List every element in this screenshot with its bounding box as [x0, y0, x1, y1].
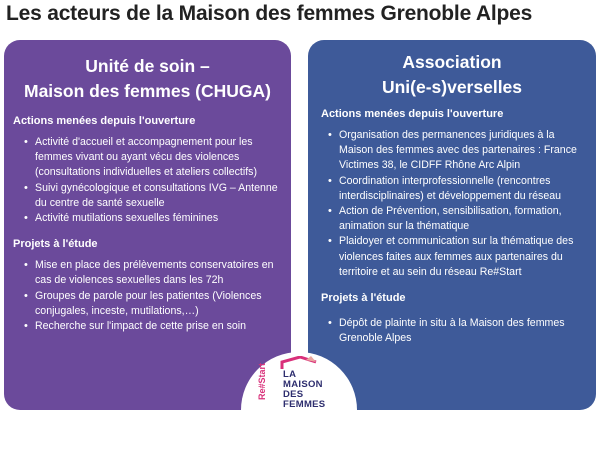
list-item: • Suivi gynécologique et consultations IVG – Antenne du centre de santé sexuelle [35, 181, 281, 211]
logo-line: FEMMES [283, 399, 326, 410]
logo-line: MAISON [283, 379, 323, 390]
care-unit-actions-list [4, 135, 291, 226]
care-unit-panel [4, 40, 291, 410]
maison-des-femmes-logo [283, 370, 325, 410]
care-unit-title [4, 54, 291, 104]
restart-logo-text: Re#Start [257, 362, 267, 400]
list-item: • Groupes de parole pour les patientes (Violences conjugales, inceste, mutilations,…) [35, 289, 281, 319]
list-item: • Coordination interprofessionnelle (rencontres interdisciplinaires) et développement du réseau [339, 174, 586, 204]
care-unit-projects-list [4, 258, 291, 334]
list-item: • Activité mutilations sexuelles féminines [35, 211, 281, 226]
association-projects-heading: Projets à l'étude [321, 292, 406, 305]
care-unit-title-line2: Maison des femmes (CHUGA) [24, 81, 271, 101]
association-title [308, 50, 596, 100]
care-unit-title-line1: Unité de soin – [85, 56, 210, 76]
logo-line: DES [283, 389, 304, 400]
list-item: • Organisation des permanences juridiques à la Maison des femmes avec des partenaires : France Victimes 38, le CIDFF Rhône Arc Alpin [339, 128, 586, 174]
list-item: • Action de Prévention, sensibilisation, formation, animation sur la thématique [339, 204, 586, 234]
list-item: • Mise en place des prélèvements conservatoires en cas de violences sexuelles dans les 72h [35, 258, 281, 288]
page-title: Les acteurs de la Maison des femmes Grenoble Alpes [6, 2, 533, 25]
care-unit-projects-heading: Projets à l'étude [13, 238, 98, 251]
association-title-line1: Association [402, 52, 502, 72]
list-item: • Plaidoyer et communication sur la thématique des violences faites aux femmes aux partenaires du territoire et au sein du réseau Re#Start [339, 234, 586, 280]
logo-line: LA [283, 369, 297, 380]
association-actions-heading: Actions menées depuis l'ouverture [321, 108, 504, 120]
association-title-line2: Uni(e-s)verselles [381, 77, 523, 97]
association-projects-list [308, 316, 596, 346]
house-roof-icon [280, 356, 320, 370]
association-panel [308, 40, 596, 410]
list-item: • Activité d'accueil et accompagnement pour les femmes vivant ou ayant vécu des violences (consultations individuelles et ateliers collectifs) [35, 135, 281, 181]
association-actions-list [308, 128, 596, 280]
list-item: • Dépôt de plainte in situ à la Maison des femmes Grenoble Alpes [339, 316, 586, 346]
care-unit-actions-heading: Actions menées depuis l'ouverture [13, 115, 196, 127]
list-item: • Recherche sur l'impact de cette prise en soin [35, 319, 281, 334]
